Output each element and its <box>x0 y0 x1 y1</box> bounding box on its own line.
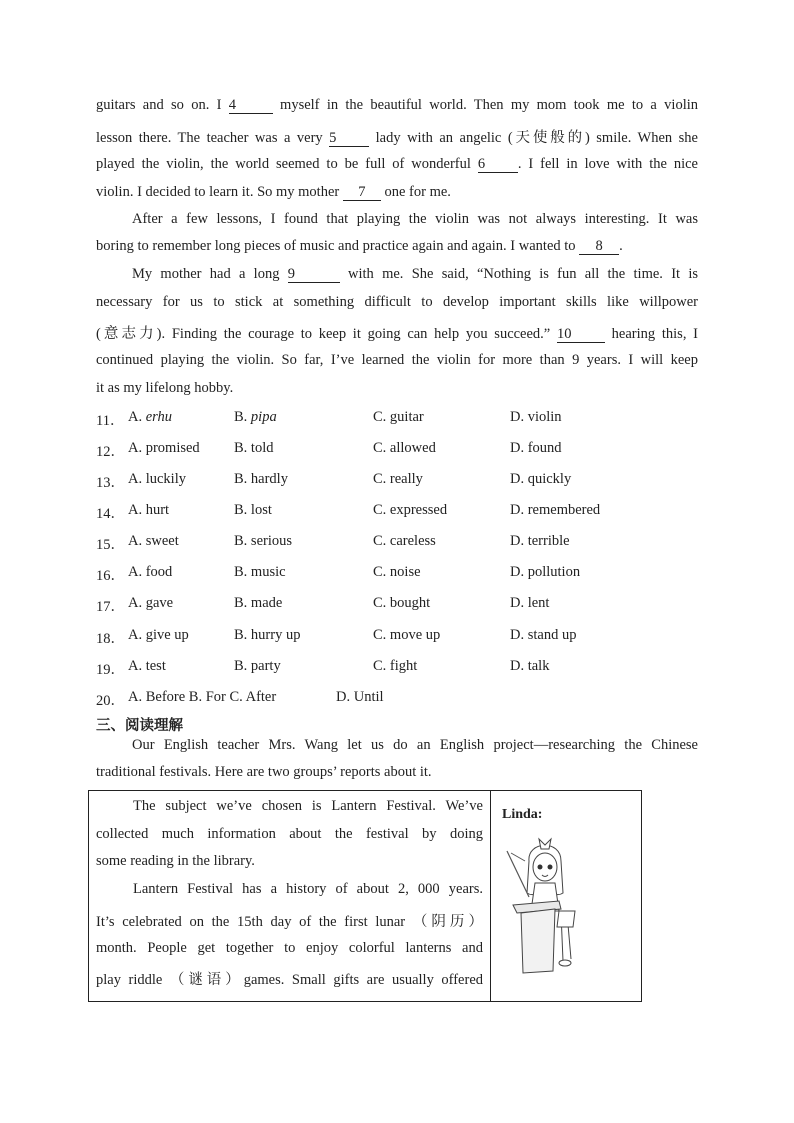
option-a[interactable]: A. sweet <box>128 533 179 549</box>
intro-line: Our English teacher Mrs. Wang let us do an English project—researching the Chinese <box>132 737 698 753</box>
option-a[interactable]: A. Before B. For C. After <box>128 689 277 705</box>
passage-line: continued playing the violin. So far, I’ve learned the violin for more than 9 years. I will keep <box>96 352 698 368</box>
option-text: pipa <box>250 409 277 425</box>
question-row <box>96 564 716 584</box>
passage-line <box>96 322 698 343</box>
blank-6: 6 <box>478 157 518 173</box>
passage-line: necessary for us to stick at something difficult to develop important skills like willpower <box>96 294 698 310</box>
option-b[interactable]: B. made <box>234 595 283 611</box>
option-b[interactable]: B. party <box>234 658 281 674</box>
table-line: collected much information about the festival by doing <box>96 826 483 842</box>
text: with me. She said, “Nothing is fun all the time. It is <box>339 266 698 282</box>
blank-9: 9 <box>288 267 340 283</box>
option-letter: A. <box>128 409 146 425</box>
option-b[interactable] <box>234 409 277 426</box>
option-c[interactable]: C. really <box>373 471 423 487</box>
blank-4: 4 <box>229 98 273 114</box>
intro-line: traditional festivals. Here are two groups’ reports about it. <box>96 764 432 780</box>
question-number: 20． <box>96 693 125 709</box>
text: hearing this, I <box>604 326 698 342</box>
option-a[interactable]: A. test <box>128 658 166 674</box>
question-number: 15． <box>96 537 125 553</box>
option-b[interactable]: B. told <box>234 440 274 456</box>
question-row <box>96 595 716 615</box>
passage-line: it as my lifelong hobby. <box>96 380 234 396</box>
question-row <box>96 471 716 491</box>
passage-line <box>96 238 623 255</box>
option-d[interactable]: D. violin <box>510 409 562 425</box>
option-d[interactable]: D. quickly <box>510 471 572 487</box>
text: one for me. <box>380 184 451 200</box>
text: guitars and so on. I <box>96 97 229 113</box>
option-a[interactable] <box>128 409 172 426</box>
table-line: Lantern Festival has a history of about 2, 000 years. <box>133 881 483 897</box>
table-line: The subject we’ve chosen is Lantern Festival. We’ve <box>133 798 483 814</box>
text: . I fell in love with the nice <box>517 156 698 172</box>
blank-8: 8 <box>579 239 619 255</box>
text: myself in the beautiful world. Then my mom took me to a violin <box>272 97 698 113</box>
option-b[interactable]: B. lost <box>234 502 272 518</box>
option-d[interactable]: D. remembered <box>510 502 601 518</box>
text: lady with an angelic (天使般的) smile. When she <box>369 130 698 146</box>
option-d[interactable]: D. pollution <box>510 564 581 580</box>
section-heading: 三、阅读理解 <box>96 718 183 734</box>
option-text: erhu <box>145 409 173 425</box>
option-b[interactable]: B. music <box>234 564 286 580</box>
speaker-label: Linda: <box>502 807 543 822</box>
option-a[interactable]: A. luckily <box>128 471 186 487</box>
girl-at-podium-illustration <box>499 831 591 981</box>
question-row <box>96 658 716 678</box>
option-b[interactable]: B. hurry up <box>234 627 301 643</box>
table-line: some reading in the library. <box>96 853 255 869</box>
option-c[interactable]: C. allowed <box>373 440 436 456</box>
passage-line <box>132 266 698 283</box>
table-divider <box>490 791 491 1001</box>
question-row <box>96 689 716 709</box>
text: played the violin, the world seemed to be full of wonderful <box>96 156 478 172</box>
option-d[interactable]: D. found <box>510 440 562 456</box>
text: . <box>619 238 623 254</box>
question-row <box>96 440 716 460</box>
text: (意志力). Finding the courage to keep it going can help you succeed.” <box>96 326 557 342</box>
question-row <box>96 502 716 522</box>
option-c[interactable]: C. move up <box>373 627 441 643</box>
table-line: month. People get together to enjoy colorful lanterns and <box>96 940 483 956</box>
option-a[interactable]: A. promised <box>128 440 200 456</box>
option-c[interactable]: C. fight <box>373 658 418 674</box>
table-line: It’s celebrated on the 15th day of the first lunar （阴历） <box>96 914 483 930</box>
option-d[interactable]: D. terrible <box>510 533 570 549</box>
blank-10: 10 <box>557 327 605 343</box>
question-row <box>96 533 716 553</box>
option-c[interactable]: C. expressed <box>373 502 448 518</box>
question-number: 18． <box>96 631 125 647</box>
option-a[interactable]: A. food <box>128 564 173 580</box>
option-a[interactable]: A. gave <box>128 595 174 611</box>
question-number: 14． <box>96 506 125 522</box>
option-c[interactable]: C. noise <box>373 564 421 580</box>
option-d[interactable]: D. talk <box>510 658 550 674</box>
blank-5: 5 <box>329 131 369 147</box>
option-a[interactable]: A. hurt <box>128 502 170 518</box>
text: boring to remember long pieces of music and practice again and again. I wanted to <box>96 238 580 254</box>
question-number: 13． <box>96 475 125 491</box>
option-b[interactable]: B. hardly <box>234 471 288 487</box>
table-line: play riddle （谜语）games. Small gifts are usually offered <box>96 972 483 988</box>
blank-7: 7 <box>343 185 381 201</box>
question-number: 17． <box>96 599 125 615</box>
option-b[interactable]: B. serious <box>234 533 292 549</box>
option-d[interactable]: D. stand up <box>510 627 577 643</box>
question-row <box>96 627 716 647</box>
question-number: 12． <box>96 444 125 460</box>
report-table <box>88 790 642 1002</box>
passage-line: After a few lessons, I found that playing the violin was not always interesting. It was <box>132 211 698 227</box>
question-number: 19． <box>96 662 125 678</box>
passage-line <box>96 126 698 147</box>
question-number: 11． <box>96 413 125 429</box>
text: lesson there. The teacher was a very <box>96 130 330 146</box>
option-c[interactable]: C. bought <box>373 595 431 611</box>
question-row <box>96 409 716 429</box>
text: My mother had a long <box>132 266 288 282</box>
passage-line <box>96 97 698 114</box>
option-d[interactable]: D. lent <box>510 595 550 611</box>
option-d[interactable]: D. Until <box>336 689 384 705</box>
option-letter: B. <box>234 409 251 425</box>
passage-line <box>96 184 451 201</box>
option-c[interactable]: C. guitar <box>373 409 424 425</box>
text: violin. I decided to learn it. So my mother <box>96 184 343 200</box>
option-c[interactable]: C. careless <box>373 533 436 549</box>
passage-line <box>96 156 698 173</box>
question-number: 16． <box>96 568 125 584</box>
option-a[interactable]: A. give up <box>128 627 189 643</box>
